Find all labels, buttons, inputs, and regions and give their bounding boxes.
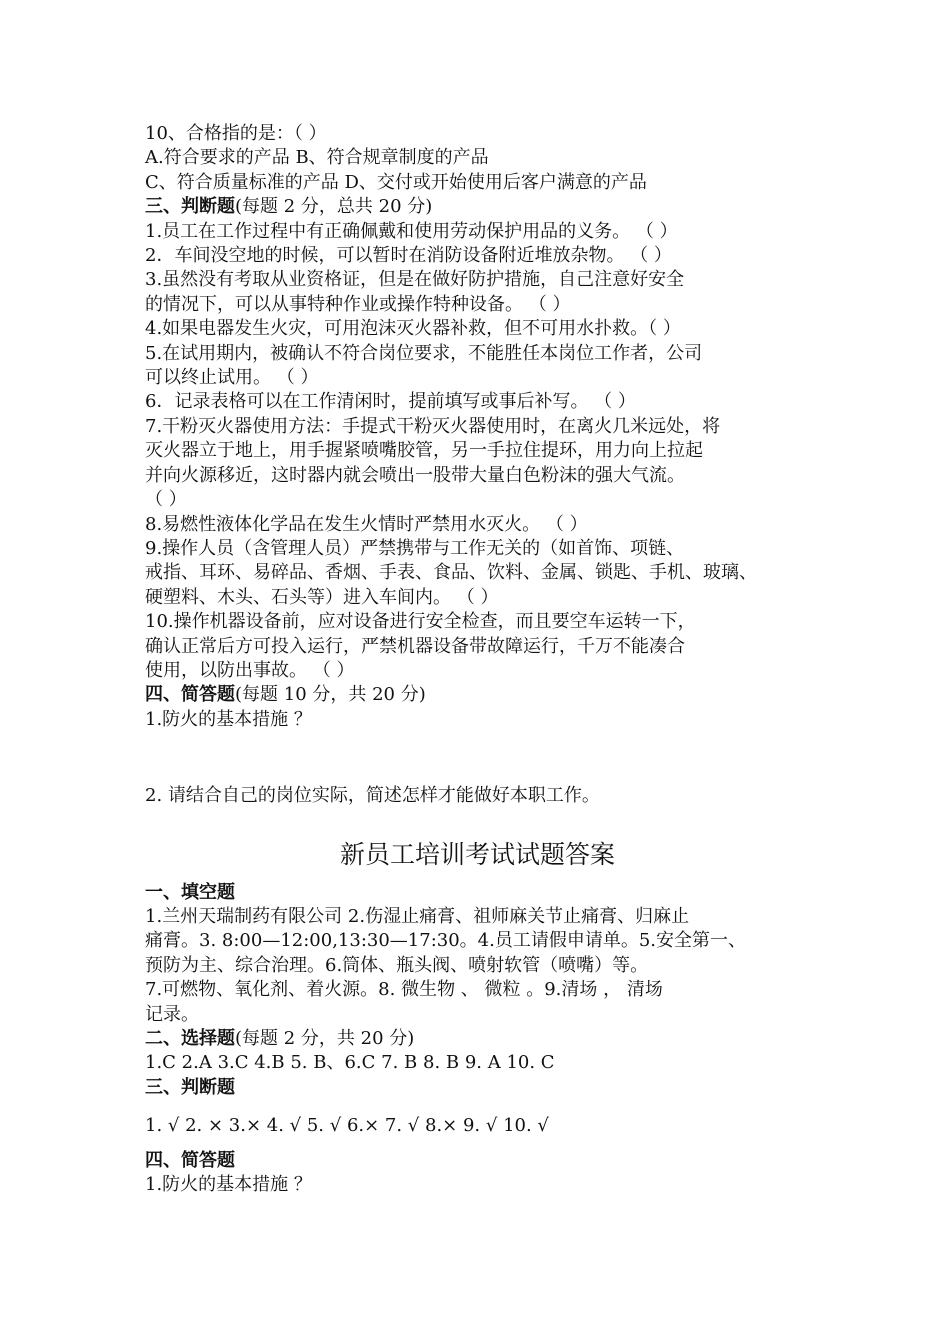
tf-line: 5.在试用期内，被确认不符合岗位要求，不能胜任本岗位工作者，公司 — [145, 342, 703, 364]
tf-line: 9.操作人员（含管理人员）严禁携带与工作无关的（如首饰、项链、 — [145, 537, 685, 559]
tf-line: 确认正常后方可投入运行，严禁机器设备带故障运行，千万不能凑合 — [145, 635, 685, 657]
tf-line: 可以终止试用。 （ ） — [145, 367, 319, 389]
question-10-options-cd: C、符合质量标准的产品 D、交付或开始使用后客户满意的产品 — [145, 171, 647, 193]
tf-line: 7.干粉灭火器使用方法：手提式干粉灭火器使用时，在离火几米远处，将 — [145, 415, 721, 437]
short-answer-heading — [145, 683, 810, 707]
answers-fill-line: 7.可燃物、氧化剂、着火源。8. 微生物 、 微粒 。9.清场 ， 清场 — [145, 979, 663, 1001]
short-answer-q2: 2. 请结合自己的岗位实际，简述怎样才能做好本职工作。 — [145, 785, 600, 807]
answers-fill-line: 1.兰州天瑞制药有限公司 2.伤湿止痛膏、祖师麻关节止痛膏、归麻止 — [145, 905, 690, 927]
tf-line: 8.易燃性液体化学品在发生火情时严禁用水灭火。 （ ） — [145, 513, 588, 535]
answer-space — [145, 732, 810, 784]
tf-line: 并向火源移近，这时器内就会喷出一股带大量白色粉沫的强大气流。 — [145, 464, 685, 486]
tf-line: 硬塑料、木头、石头等）进入车间内。 （ ） — [145, 586, 499, 608]
answers-fill-line: 预防为主、综合治理。6.筒体、瓶头阀、喷射软管（喷嘴）等。 — [145, 954, 649, 976]
tf-line: 的情况下，可以从事特种作业或操作特种设备。 （ ） — [145, 293, 571, 315]
true-false-heading-text: 三、判断题 — [145, 196, 235, 218]
answers-fill-line: 痛膏。3. 8:00—12:00,13:30—17:30。4.员工请假申请单。5.安全第一、 — [145, 930, 747, 952]
answers-fill-heading: 一、填空题 — [145, 881, 235, 903]
short-answer-heading-text: 四、简答题 — [145, 684, 235, 706]
question-10-stem: 10、合格指的是：（ ） — [145, 123, 327, 144]
tf-line: 戒指、耳环、易碎品、香烟、手表、食品、饮料、金属、锁匙、手机、玻璃、 — [145, 562, 757, 584]
answers-choice-heading-text: 二、选择题 — [145, 1028, 235, 1049]
tf-line: 灭火器立于地上，用手握紧喷嘴胶管，另一手拉住提环，用力向上拉起 — [145, 440, 703, 462]
true-false-heading — [145, 195, 810, 219]
answers-choice-heading-note: (每题 2 分，共 20 分) — [235, 1028, 415, 1049]
tf-line: 2．车间没空地的时候，可以暂时在消防设备附近堆放杂物。 （ ） — [145, 245, 672, 267]
true-false-heading-note: (每题 2 分，总共 20 分) — [235, 196, 433, 218]
short-answer-heading-note: (每题 10 分，共 20 分) — [235, 684, 426, 706]
tf-line: 1.员工在工作过程中有正确佩戴和使用劳动保护用品的义务。 （ ） — [145, 220, 678, 242]
tf-line: 10.操作机器设备前，应对设备进行安全检查，而且要空车运转一下， — [145, 611, 696, 633]
short-answer-q1: 1.防火的基本措施 ？ — [145, 708, 312, 730]
answers-tf-line: 1. √ 2. × 3.× 4. √ 5. √ 6.× 7. √ 8.× 9. √ 10. √ — [145, 1115, 549, 1137]
answers-fill-line: 记录。 — [145, 1003, 199, 1025]
tf-line: （ ） — [145, 489, 187, 511]
document-page — [145, 122, 810, 1197]
tf-line: 使用，以防出事故。 （ ） — [145, 659, 355, 681]
answers-tf-heading: 三、判断题 — [145, 1076, 235, 1098]
question-10-options-ab: A.符合要求的产品 B、符合规章制度的产品 — [145, 147, 489, 169]
tf-line: 3.虽然没有考取从业资格证，但是在做好防护措施，自己注意好安全 — [145, 269, 685, 291]
tf-line: 4.如果电器发生火灾，可用泡沫灭火器补救，但不可用水扑救。（ ） — [145, 318, 681, 340]
answers-sa-q1: 1.防火的基本措施 ？ — [145, 1174, 312, 1196]
answers-sa-heading: 四、简答题 — [145, 1149, 235, 1171]
answers-title: 新员工培训考试试题答案 — [339, 839, 615, 869]
answers-choice-line: 1.C 2.A 3.C 4.B 5. B、6.C 7. B 8. B 9. A 10. C — [145, 1052, 555, 1074]
tf-line: 6．记录表格可以在工作清闲时，提前填写或事后补写。 （ ） — [145, 391, 636, 413]
answers-choice-heading — [145, 1027, 810, 1051]
